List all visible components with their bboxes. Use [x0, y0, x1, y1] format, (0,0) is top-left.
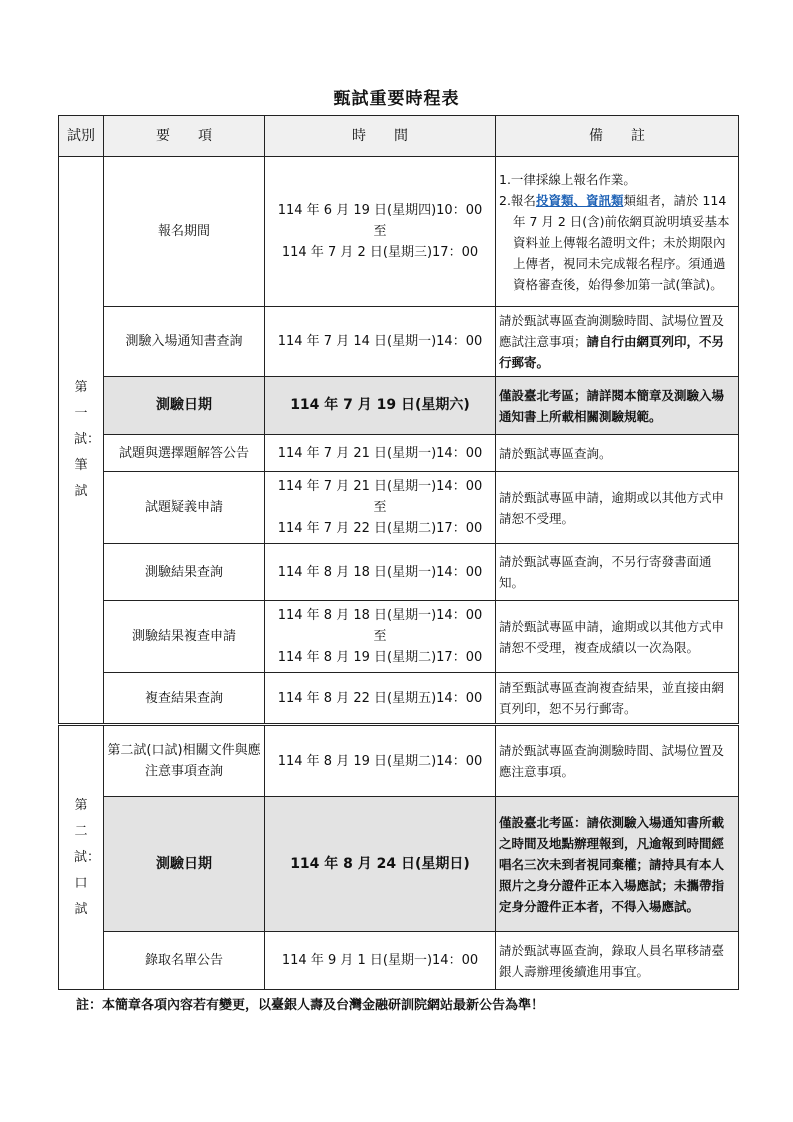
- item-cell: 複查結果查詢: [104, 673, 265, 725]
- time-cell: 114 年 7 月 21 日(星期一)14：00 至 114 年 7 月 22 日(星期二)17：00: [265, 472, 496, 544]
- table-row: [59, 932, 739, 990]
- item-cell: 報名期間: [104, 157, 265, 307]
- footnote: 註：本簡章各項內容若有變更，以臺銀人壽及台灣金融研訓院網站最新公告為準！: [76, 998, 545, 1013]
- time-cell: 114 年 7 月 14 日(星期一)14：00: [265, 307, 496, 377]
- table-header-row: [59, 116, 739, 157]
- note-cell: 僅設臺北考區：請依測驗入場通知書所載之時間及地點辦理報到，凡逾報到時間經唱名三次未到者視同棄權；請持具有本人照片之身分證件正本入場應試；未攜帶指定身分證件正本者，不得入場應試。: [496, 797, 739, 932]
- table-row: [59, 435, 739, 472]
- time-cell: 114 年 8 月 19 日(星期二)14：00: [265, 725, 496, 797]
- header-time: 時 間: [265, 116, 496, 157]
- schedule-table: [58, 115, 739, 990]
- note-line: 1.一律採線上報名作業。: [499, 171, 636, 187]
- header-stage: 試別: [59, 116, 104, 157]
- note-cell: 請於甄試專區查詢測驗時間、試場位置及應注意事項。: [496, 725, 739, 797]
- note-cell: 僅設臺北考區；請詳閱本簡章及測驗入場通知書上所載相關測驗規範。: [496, 377, 739, 435]
- time-cell: 114 年 8 月 18 日(星期一)14：00: [265, 544, 496, 601]
- table-row-highlight: [59, 377, 739, 435]
- table-row: [59, 472, 739, 544]
- header-item: 要 項: [104, 116, 265, 157]
- time-cell: 114 年 8 月 24 日(星期日): [265, 797, 496, 932]
- page-title: 甄試重要時程表: [333, 89, 460, 109]
- note-cell: 請於甄試專區申請，逾期或以其他方式申請恕不受理。: [496, 472, 739, 544]
- note-line: 2.報名投資類、資訊類類組者，請於 114 年 7 月 2 日(含)前依網頁說明填妥基本資料並上傳報名證明文件；未於期限內上傳者，視同未完成報名程序。須通過資格審查後，始得參加第一試(筆試)。: [499, 192, 730, 292]
- note-cell: 請於甄試專區查詢，不另行寄發書面通知。: [496, 544, 739, 601]
- note-cell: 請至甄試專區查詢複查結果，並直接由網頁列印，恕不另行郵寄。: [496, 673, 739, 725]
- time-cell: 114 年 7 月 21 日(星期一)14：00: [265, 435, 496, 472]
- stage-second-oral: 第二試：口試: [59, 725, 104, 990]
- table-row: [59, 307, 739, 377]
- item-cell: 測驗結果複查申請: [104, 601, 265, 673]
- note-cell: 請於甄試專區申請，逾期或以其他方式申請恕不受理，複查成績以一次為限。: [496, 601, 739, 673]
- time-cell: 114 年 7 月 19 日(星期六): [265, 377, 496, 435]
- table-row: [59, 157, 739, 307]
- item-cell: 試題疑義申請: [104, 472, 265, 544]
- item-cell: 錄取名單公告: [104, 932, 265, 990]
- item-cell: 測驗結果查詢: [104, 544, 265, 601]
- item-cell: 測驗日期: [104, 797, 265, 932]
- item-cell: 試題與選擇題解答公告: [104, 435, 265, 472]
- item-cell: 測驗日期: [104, 377, 265, 435]
- time-cell: 114 年 8 月 22 日(星期五)14：00: [265, 673, 496, 725]
- time-cell: 114 年 8 月 18 日(星期一)14：00 至 114 年 8 月 19 日(星期二)17：00: [265, 601, 496, 673]
- table-row: [59, 673, 739, 725]
- stage-first-written: 第一試：筆試: [59, 157, 104, 725]
- item-cell: 第二試(口試)相關文件與應注意事項查詢: [104, 725, 265, 797]
- header-note: 備 註: [496, 116, 739, 157]
- table-row-highlight: [59, 797, 739, 932]
- note-cell: 請於甄試專區查詢，錄取人員名單移請臺銀人壽辦理後續進用事宜。: [496, 932, 739, 990]
- note-cell: [496, 157, 739, 307]
- note-cell: 請於甄試專區查詢。: [496, 435, 739, 472]
- item-cell: 測驗入場通知書查詢: [104, 307, 265, 377]
- time-cell: 114 年 6 月 19 日(星期四)10：00 至 114 年 7 月 2 日(星期三)17：00: [265, 157, 496, 307]
- table-row: [59, 601, 739, 673]
- category-link[interactable]: 投資類、資訊類: [535, 192, 624, 208]
- time-cell: 114 年 9 月 1 日(星期一)14：00: [265, 932, 496, 990]
- note-cell: 請於甄試專區查詢測驗時間、試場位置及應試注意事項；請自行由網頁列印，不另行郵寄。: [496, 307, 739, 377]
- table-row: [59, 725, 739, 797]
- table-row: [59, 544, 739, 601]
